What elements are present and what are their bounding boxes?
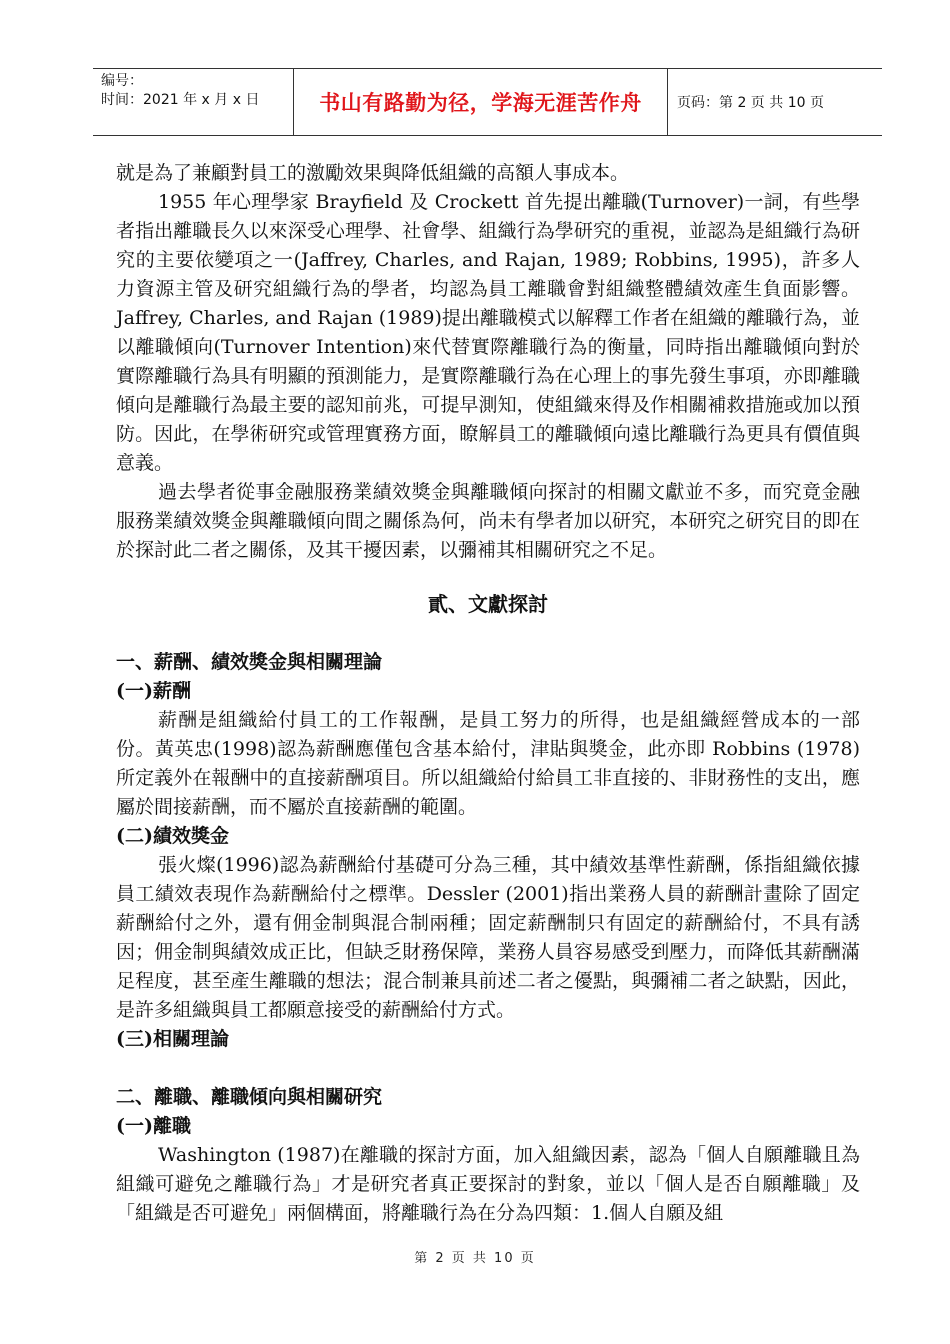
document-body	[116, 159, 860, 1228]
number-label: 编号：	[101, 73, 143, 89]
header-motto: 书山有路勤为径，学海无涯苦作舟	[293, 69, 668, 135]
paragraph-2: 1955 年心理學家 Brayfield 及 Crockett 首先提出離職(Turnover)一詞，有些學者指出離職長久以來深受心理學、社會學、組織行為學研究的重視，並認為是組織行為研究的主要依變項之一(Jaffrey, Charles, and Rajan, 1989; Robbins, 1995)，許多人力資源主管及研究組織行為的學者，均認為員工離職會對組織整體績效產生負面影響。Jaffrey, Charles, and Rajan (1989)提出離職模式以解釋工作者在組織的離職行為，並以離職傾向(Turnover Intention)來代替實際離職行為的衡量，同時指出離職傾向對於實際離職行為具有明顯的預測能力，是實際離職行為在心理上的事先發生事項，亦即離職傾向是離職行為最主要的認知前兆，可提早測知，使組織來得及作相關補救措施或加以預防。因此，在學術研究或管理實務方面，瞭解員工的離職傾向遠比離職行為更具有價值與意義。	[116, 191, 860, 474]
section-title: 貳、文獻探討	[428, 592, 548, 616]
heading-compensation: 一、薪酬、績效獎金與相關理論	[116, 651, 383, 673]
page-footer: 第 2 页 共 10 页	[414, 1251, 536, 1266]
subheading-theory: (三)相關理論	[116, 1028, 229, 1050]
paragraph-3: 過去學者從事金融服務業績效獎金與離職傾向探討的相關文獻並不多，而究竟金融服務業績效獎金與離職傾向間之關係為何，尚未有學者加以研究，本研究之研究目的即在於探討此二者之關係，及其干擾因素，以彌補其相關研究之不足。	[116, 481, 860, 561]
header-left-cell	[93, 69, 293, 135]
paragraph-4: 薪酬是組織給付員工的工作報酬，是員工努力的所得，也是組織經營成本的一部份。黃英忠(1998)認為薪酬應僅包含基本給付，津貼與獎金，此亦即 Robbins (1978)所定義外在報酬中的直接薪酬項目。所以組織給付給員工非直接的、非財務性的支出，應屬於間接薪酬，而不屬於直接薪酬的範圍。	[116, 709, 860, 818]
header-page-info: 页码：第 2 页 共 10 页	[677, 95, 824, 111]
subheading-bonus: (二)績效獎金	[116, 825, 229, 847]
paragraph-5: 張火燦(1996)認為薪酬給付基礎可分為三種，其中績效基準性薪酬，係指組織依據員工績效表現作為薪酬給付之標準。Dessler (2001)指出業務人員的薪酬計畫除了固定薪酬給付之外，還有佣金制與混合制兩種；固定薪酬制只有固定的薪酬給付，不具有誘因；佣金制與績效成正比，但缺乏財務保障，業務人員容易感受到壓力，而降低其薪酬滿足程度，甚至產生離職的想法；混合制兼具前述二者之優點，與彌補二者之缺點，因此，是許多組織與員工都願意接受的薪酬給付方式。	[116, 854, 860, 1021]
subheading-turnover: (一)離職	[116, 1115, 191, 1137]
subheading-compensation: (一)薪酬	[116, 680, 191, 702]
heading-turnover: 二、離職、離職傾向與相關研究	[116, 1086, 383, 1108]
paragraph-6: Washington (1987)在離職的探討方面，加入組織因素，認為「個人自願離職且為組織可避免之離職行為」才是研究者真正要探討的對象，並以「個人是否自願離職」及「組織是否可避免」兩個構面，將離職行為在分為四類：1.個人自願及組	[116, 1144, 860, 1224]
time-label: 时间：2021 年 x 月 x 日	[101, 92, 260, 108]
paragraph-1: 就是為了兼顧對員工的激勵效果與降低組織的高額人事成本。	[116, 162, 630, 184]
header-table	[93, 68, 882, 136]
